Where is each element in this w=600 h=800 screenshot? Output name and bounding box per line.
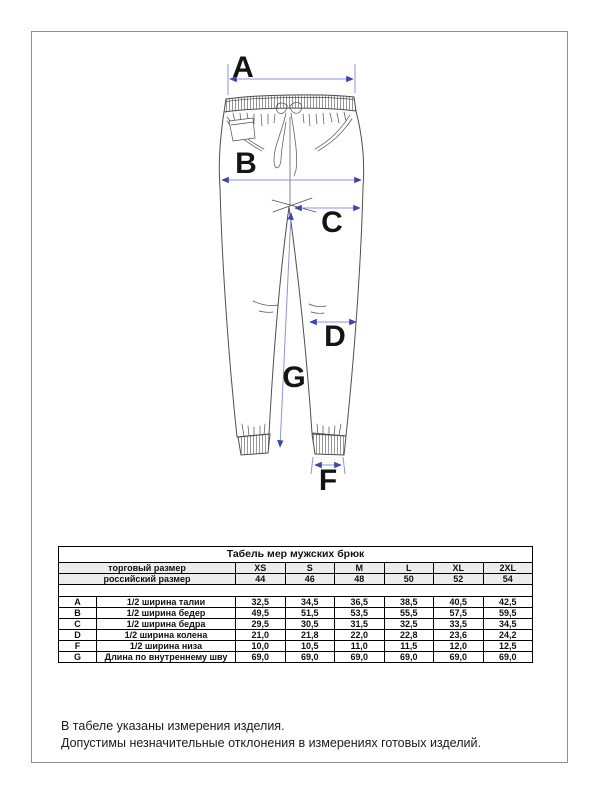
size-header-label: торговый размер <box>59 563 236 574</box>
measure-value-cell: 38,5 <box>384 597 434 608</box>
measure-letter-g: G <box>282 361 306 394</box>
measure-letter-c: C <box>321 206 343 239</box>
measure-letter-cell: B <box>59 608 97 619</box>
measure-arrow-g <box>280 213 291 447</box>
measure-value-cell: 23,6 <box>434 630 484 641</box>
measure-value-cell: 10,0 <box>236 641 286 652</box>
measure-ext-f-left <box>311 457 313 474</box>
measure-value-cell: 34,5 <box>483 619 533 630</box>
size-header-value: M <box>335 563 385 574</box>
measure-value-cell: 21,8 <box>285 630 335 641</box>
size-header-label: российский размер <box>59 574 236 585</box>
measure-value-cell: 11,0 <box>335 641 385 652</box>
table-title: Табель мер мужских брюк <box>59 547 533 563</box>
table-spacer-cell <box>59 585 533 597</box>
size-header-value: XS <box>236 563 286 574</box>
measure-value-cell: 53,5 <box>335 608 385 619</box>
size-header-value: 54 <box>483 574 533 585</box>
measure-letter-cell: D <box>59 630 97 641</box>
measure-value-cell: 69,0 <box>483 652 533 663</box>
measure-letter-d: D <box>324 320 346 353</box>
measure-name-cell: 1/2 ширина низа <box>97 641 236 652</box>
measure-value-cell: 69,0 <box>434 652 484 663</box>
left-cuff <box>238 434 270 455</box>
note-line-1: В табеле указаны измерения изделия. <box>61 719 285 733</box>
measure-value-cell: 69,0 <box>236 652 286 663</box>
measure-value-cell: 57,5 <box>434 608 484 619</box>
measure-name-cell: 1/2 ширина бедра <box>97 619 236 630</box>
measure-letter-b: B <box>235 147 257 180</box>
measure-letter-cell: A <box>59 597 97 608</box>
measure-value-cell: 12,0 <box>434 641 484 652</box>
measure-value-cell: 69,0 <box>335 652 385 663</box>
knee-wrinkle-marks <box>253 301 326 313</box>
right-cuff <box>312 434 346 455</box>
measure-value-cell: 29,5 <box>236 619 286 630</box>
size-header-value: 2XL <box>483 563 533 574</box>
size-header-value: 50 <box>384 574 434 585</box>
measure-name-cell: 1/2 ширина бедер <box>97 608 236 619</box>
measure-value-cell: 69,0 <box>384 652 434 663</box>
drawstring <box>274 102 302 176</box>
measure-value-cell: 32,5 <box>384 619 434 630</box>
measure-letter-a: A <box>232 51 254 84</box>
measure-value-cell: 36,5 <box>335 597 385 608</box>
measure-value-cell: 30,5 <box>285 619 335 630</box>
measure-value-cell: 33,5 <box>434 619 484 630</box>
size-header-value: L <box>384 563 434 574</box>
measure-ext-f-right <box>343 457 345 474</box>
size-header-value: 52 <box>434 574 484 585</box>
measure-value-cell: 10,5 <box>285 641 335 652</box>
measure-name-cell: 1/2 ширина колена <box>97 630 236 641</box>
size-header-value: XL <box>434 563 484 574</box>
measure-letter-cell: C <box>59 619 97 630</box>
measure-value-cell: 69,0 <box>285 652 335 663</box>
measure-value-cell: 22,8 <box>384 630 434 641</box>
measure-letter-cell: F <box>59 641 97 652</box>
note-line-2: Допустимы незначительные отклонения в измерениях готовых изделий. <box>61 736 481 750</box>
measure-value-cell: 11,5 <box>384 641 434 652</box>
measure-name-cell: Длина по внутреннему шву <box>97 652 236 663</box>
measure-value-cell: 49,5 <box>236 608 286 619</box>
measure-name-cell: 1/2 ширина талии <box>97 597 236 608</box>
measure-value-cell: 55,5 <box>384 608 434 619</box>
measure-value-cell: 31,5 <box>335 619 385 630</box>
measure-value-cell: 51,5 <box>285 608 335 619</box>
right-pocket <box>315 115 352 151</box>
measure-value-cell: 32,5 <box>236 597 286 608</box>
size-header-value: 44 <box>236 574 286 585</box>
measure-value-cell: 12,5 <box>483 641 533 652</box>
size-table <box>58 546 533 663</box>
measure-value-cell: 22,0 <box>335 630 385 641</box>
measure-value-cell: 34,5 <box>285 597 335 608</box>
measure-value-cell: 24,2 <box>483 630 533 641</box>
size-header-value: 48 <box>335 574 385 585</box>
measure-value-cell: 42,5 <box>483 597 533 608</box>
size-header-value: 46 <box>285 574 335 585</box>
measure-value-cell: 59,5 <box>483 608 533 619</box>
fly-stitch-marks <box>272 198 316 212</box>
measure-letter-f: F <box>318 464 338 497</box>
size-header-value: S <box>285 563 335 574</box>
footer-notes <box>61 718 481 752</box>
measure-value-cell: 40,5 <box>434 597 484 608</box>
measure-letter-cell: G <box>59 652 97 663</box>
measure-value-cell: 21,0 <box>236 630 286 641</box>
coin-pocket <box>229 118 255 141</box>
